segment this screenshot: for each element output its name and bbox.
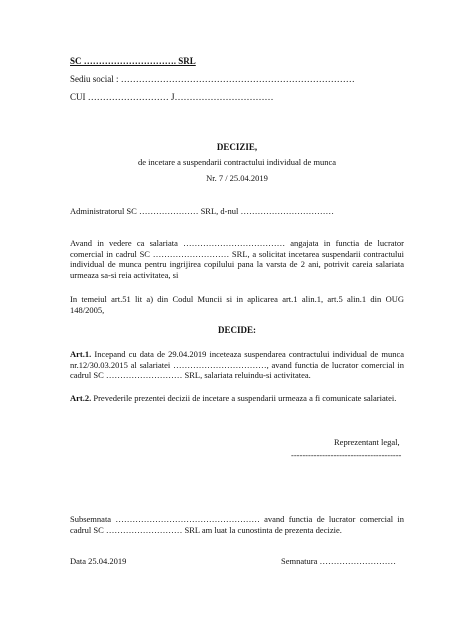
document-number: Nr. 7 / 25.04.2019	[206, 173, 268, 183]
paragraph-legal-basis: In temeiul art.51 lit a) din Codul Muncii si in aplicarea art.1 alin.1, art.5 alin.1 din OUG 148/2005,	[70, 294, 404, 315]
document-heading: DECIZIE,	[216, 142, 258, 152]
document-subtitle: de incetare a suspendarii contractului individual de munca	[137, 157, 337, 167]
semnatura-line: Semnatura ………………………	[281, 556, 396, 566]
article-1-label: Art.1.	[70, 349, 92, 359]
decide-heading: DECIDE:	[217, 325, 256, 335]
article-2-text: Prevederile prezentei decizii de incetare a suspendarii urmeaza a fi comunicate salariatei.	[91, 393, 397, 403]
paragraph-request: Avand in vedere ca salariata ……………………………… angajata in functia de lucrator comercial in cadrul SC ……………………… SRL, a solicitat incetarea suspendarii contractului individual de munca pentru ingrijirea copilului pana la varsta de 2 ani, potrivit careia salariata urmeaza sa-si reia activitatea, si	[70, 238, 404, 280]
cui-line: CUI ……………………… J……………………………	[70, 92, 274, 102]
sediu-social-line: Sediu social : ……………………………………………………………………	[70, 74, 355, 84]
acknowledgement-paragraph: Subsemnata …………………………………………… avand functia de lucrator comercial in cadrul SC ……………………… SRL am luat la cunostinta de prezenta decizie.	[70, 514, 404, 535]
company-line: SC …………………………. SRL	[70, 56, 196, 66]
article-2-label: Art.2.	[70, 393, 92, 403]
signature-line: ---------------------------------------	[291, 450, 402, 460]
administrator-line: Administratorul SC ………………… SRL, d-nul ……………………………	[70, 206, 334, 216]
article-2	[70, 393, 404, 404]
article-1	[70, 349, 404, 381]
signature-label: Reprezentant legal,	[334, 437, 400, 447]
article-1-text: Incepand cu data de 29.04.2019 inceteaza suspendarea contractului individual de munca nr.12/30.03.2015 al salariatei ……………………………, avand functia de lucrator comercial in cadrul SC ……………………… SRL, salariata reluindu-si activitatea.	[70, 349, 404, 381]
date-line: Data 25.04.2019	[70, 556, 127, 566]
